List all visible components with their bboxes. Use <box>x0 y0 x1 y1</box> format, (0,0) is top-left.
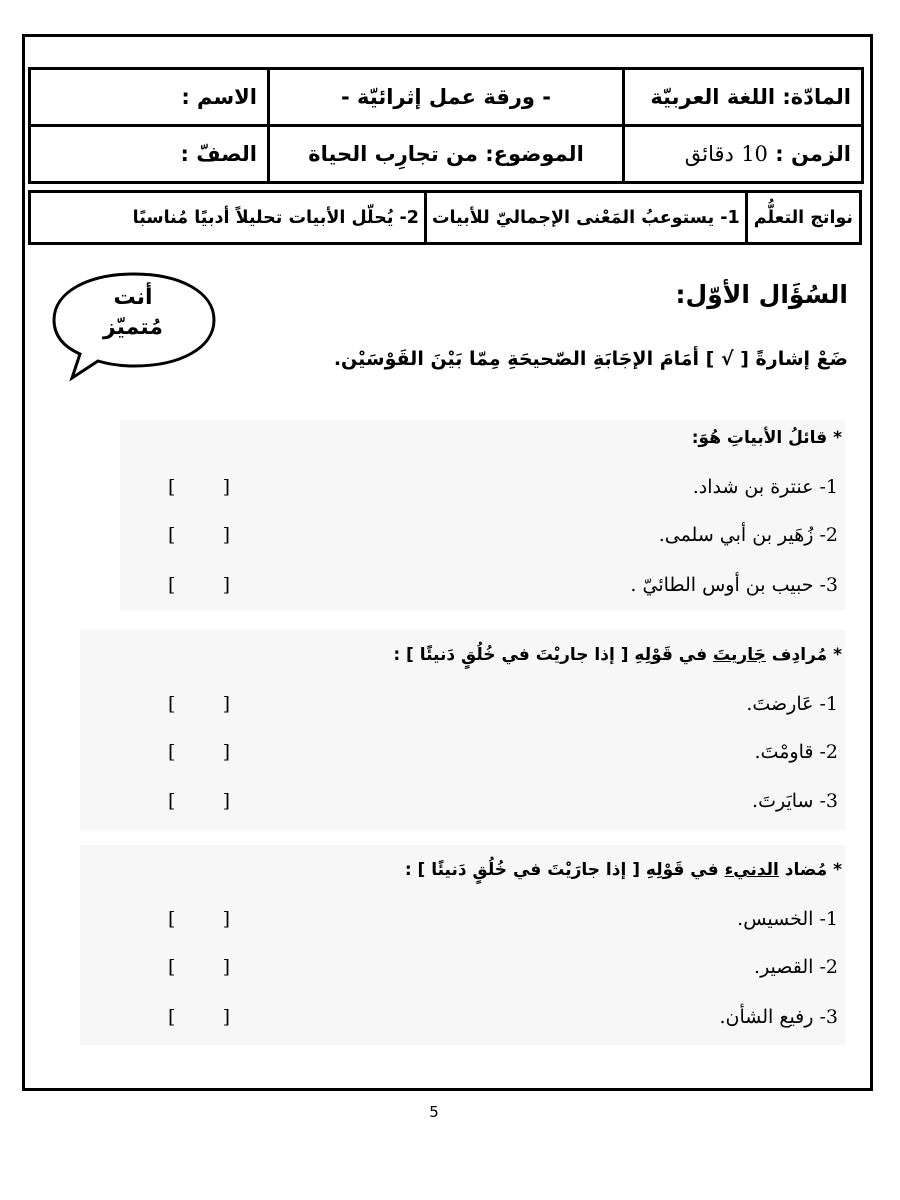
subject-value: اللغة العربيّة <box>650 85 776 109</box>
bracket-close: ] <box>222 476 230 498</box>
group-3-question-word: الدنيء <box>724 860 779 880</box>
bracket-close: ] <box>222 693 230 715</box>
bracket-close: ] <box>222 1006 230 1028</box>
question-title: السُؤَال الأوّل: <box>675 280 848 309</box>
name-field[interactable]: الاسم : <box>30 69 269 126</box>
outcome-1: 1- يستوعبُ المَعْنى الإجماليّ للأبيات <box>424 193 745 242</box>
group-1-option-1-answer-box[interactable] <box>168 476 230 498</box>
group-3-question-post: في قَوْلِهِ [ إذا جارَيْتَ في خُلُقٍ دَنيئًا ] : <box>404 860 719 880</box>
group-1-option-1: 1- عنترة بن شداد. <box>692 476 838 498</box>
subject-cell <box>624 69 863 126</box>
class-field[interactable]: الصفّ : <box>30 126 269 183</box>
outcome-2: 2- يُحلّل الأبيات تحليلاً أدبيًا مُناسبًا <box>132 207 419 228</box>
group-2-option-3: 3- سايَرتَ. <box>752 790 838 812</box>
group-1-option-3: 3- حبيب بن أوس الطائيّ . <box>630 574 838 596</box>
group-2-question-word: جَاريتَ <box>713 645 766 665</box>
topic-value: من تجارِب الحياة <box>308 142 478 166</box>
worksheet-title: - ورقة عمل إثرائيّة - <box>269 69 624 126</box>
bracket-close: ] <box>222 908 230 930</box>
group-3-option-1-answer-box[interactable] <box>168 908 230 930</box>
group-3-question <box>405 860 842 880</box>
bracket-open: [ <box>168 956 176 978</box>
bracket-open: [ <box>168 524 176 546</box>
group-2-option-2-answer-box[interactable] <box>168 741 230 763</box>
bracket-close: ] <box>222 741 230 763</box>
group-3-question-pre: * مُضاد <box>784 860 842 880</box>
group-1-option-3-answer-box[interactable] <box>168 574 230 596</box>
bracket-close: ] <box>222 524 230 546</box>
group-1-question <box>692 428 842 448</box>
bracket-open: [ <box>168 693 176 715</box>
group-2-option-3-answer-box[interactable] <box>168 790 230 812</box>
group-2-question-pre: * مُرادِف <box>771 645 842 665</box>
group-3-option-1: 1- الخسيس. <box>737 908 838 930</box>
group-2-option-1-answer-box[interactable] <box>168 693 230 715</box>
group-3-option-3: 3- رفيع الشأن. <box>719 1006 838 1028</box>
bubble-line-2: مُتميّز <box>102 315 164 340</box>
topic-cell <box>269 126 624 183</box>
group-3-option-2-answer-box[interactable] <box>168 956 230 978</box>
header-table <box>28 67 864 184</box>
subject-label: المادّة: <box>782 85 851 109</box>
group-1-question-text: * قائلُ الأبياتِ هُوَ: <box>691 428 842 448</box>
group-1-option-2-answer-box[interactable] <box>168 524 230 546</box>
question-instruction: ضَعْ إشارةً [ √ ] أمَامَ الإجَابَةِ الصّحيحَةِ مِمّا بَيْنَ القَوْسَيْن. <box>333 348 848 370</box>
time-label: الزمن : <box>775 142 851 166</box>
group-2-question <box>393 645 842 665</box>
group-2-question-post: في قَوْلِهِ [ إذا جاريْتَ في خُلُقٍ دَنيئًا ] : <box>393 645 708 665</box>
bracket-open: [ <box>168 476 176 498</box>
bracket-open: [ <box>168 574 176 596</box>
bracket-open: [ <box>168 741 176 763</box>
outcomes-label: نواتج التعلُّم <box>745 193 859 242</box>
group-3-option-2: 2- القصير. <box>754 956 838 978</box>
learning-outcomes <box>28 190 862 245</box>
time-number: 10 <box>741 142 768 166</box>
bracket-close: ] <box>222 790 230 812</box>
time-cell <box>624 126 863 183</box>
bracket-close: ] <box>222 574 230 596</box>
page-number: 5 <box>429 1103 439 1121</box>
topic-label: الموضوع: <box>485 142 584 166</box>
bracket-open: [ <box>168 908 176 930</box>
group-3-option-3-answer-box[interactable] <box>168 1006 230 1028</box>
group-2-option-2: 2- قاومْتَ. <box>754 741 838 763</box>
group-2-option-1: 1- عَارضتَ. <box>746 693 838 715</box>
bubble-line-1: أنت <box>113 285 153 310</box>
bracket-open: [ <box>168 1006 176 1028</box>
time-unit: دقائق <box>684 142 734 166</box>
bracket-open: [ <box>168 790 176 812</box>
bubble-text <box>58 283 208 343</box>
bracket-close: ] <box>222 956 230 978</box>
group-1-option-2: 2- زُهَير بن أبي سلمى. <box>658 524 838 546</box>
